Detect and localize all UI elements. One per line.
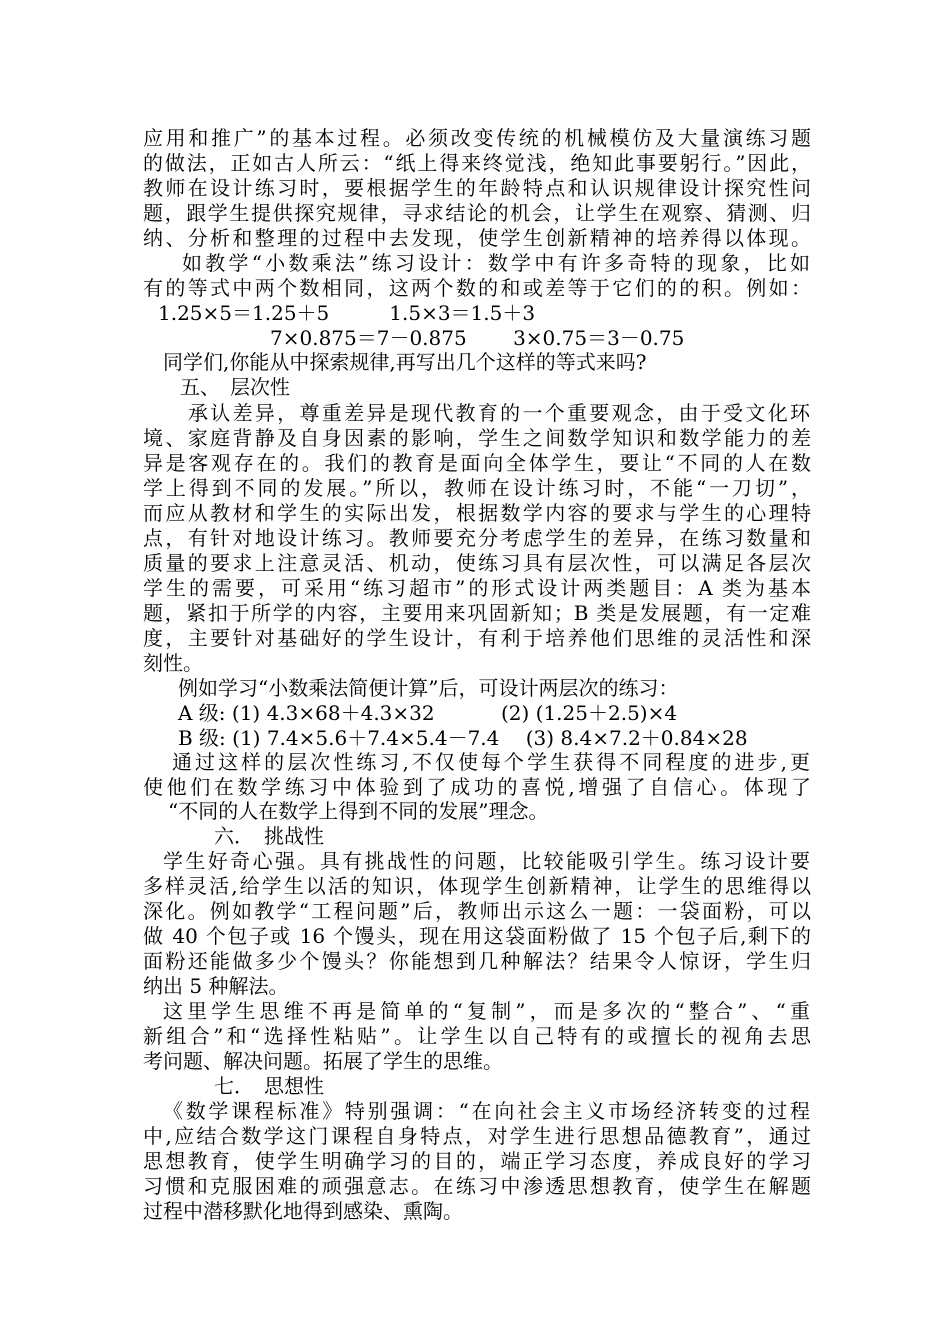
text-line: 新组合”和“选择性粘贴”。让学生以自己特有的或擅长的视角去思 [143,1024,811,1048]
exercise-line-a: A 级: (1) 4.3×68＋4.3×32 (2) (1.25＋2.5)×4 [178,701,678,725]
text-line: 学生的需要，可采用“练习超市”的形式设计两类题目：A 类为基本 [143,576,811,600]
text-line: 境、家庭背静及自身因素的影响，学生之间数学知识和数学能力的差 [143,426,811,450]
text-line: 这里学生思维不再是简单的“复制”，而是多次的“整合”、“重 [163,999,810,1023]
text-line: 中,应结合数学这门课程自身特点，对学生进行思想品德教育”，通过 [143,1124,811,1148]
text-line: 质量的要求上注意灵活、机动，使练习具有层次性，可以满足各层次 [143,551,811,575]
text-line: 题，跟学生提供探究规律，寻求结论的机会，让学生在观察、猜测、归 [143,201,811,225]
section-heading: 七． 思想性 [214,1074,324,1098]
text-line: 的做法，正如古人所云：“纸上得来终觉浅，绝知此事要躬行。”因此， [143,151,811,175]
text-line: 考问题、解决问题。拓展了学生的思维。 [143,1049,503,1073]
text-line: 点，有针对地设计练习。教师要充分考虑学生的差异，在练习数量和 [143,526,811,550]
text-line: 题，紧扣于所学的内容，主要用来巩固新知；B 类是发展题，有一定难 [143,601,811,625]
text-line: 度，主要针对基础好的学生设计，有利于培养他们思维的灵活性和深 [143,626,811,650]
text-line: 通过这样的层次性练习,不仅使每个学生获得不同程度的进步,更 [172,750,810,774]
text-line: 学上得到不同的发展。”所以，教师在设计练习时，不能“一刀切”， [143,476,811,500]
text-line: 有的等式中两个数相同，这两个数的和或差等于它们的的积。例如： [143,276,811,300]
text-line: 深化。例如教学“工程问题”后，教师出示这么一题：一袋面粉，可以 [143,899,811,923]
text-line: 思想教育，使学生明确学习的目的，端正学习态度，养成良好的学习 [143,1149,811,1173]
text-line: 应用和推广”的基本过程。必须改变传统的机械模仿及大量演练习题 [143,126,811,150]
text-line: 纳、分析和整理的过程中去发现，使学生创新精神的培养得以体现。 [143,226,811,250]
text-line: 如教学“小数乘法”练习设计：数学中有许多奇特的现象，比如 [182,251,810,275]
text-line: 例如学习“小数乘法简便计算”后，可设计两层次的练习： [178,676,679,700]
text-line: 刻性。 [143,651,203,675]
text-line: 而应从教材和学生的实际出发，根据数学内容的要求与学生的心理特 [143,501,811,525]
exercise-line-b: B 级: (1) 7.4×5.6＋7.4×5.4－7.4 (3) 8.4×7.2＋0.84×28 [178,726,748,750]
text-line: 教师在设计练习时，要根据学生的年龄特点和认识规律设计探究性问 [143,176,811,200]
equation-line: 1.25×5＝1.25＋5 1.5×3＝1.5＋3 [158,301,536,325]
text-line: 《数学课程标准》特别强调：“在向社会主义市场经济转变的过程 [163,1099,810,1123]
text-line: 学生好奇心强。具有挑战性的问题，比较能吸引学生。练习设计要 [163,849,810,873]
text-line: 过程中潜移默化地得到感染、熏陶。 [143,1199,463,1223]
section-heading: 六． 挑战性 [214,824,324,848]
text-line: 习惯和克服困难的顽强意志。在练习中渗透思想教育，使学生在解题 [143,1174,811,1198]
equation-line: 7×0.875＝7－0.875 3×0.75＝3－0.75 [270,326,685,350]
text-line: 多样灵活,给学生以活的知识，体现学生创新精神，让学生的思维得以 [143,874,811,898]
text-line: 异是客观存在的。我们的教育是面向全体学生，要让“不同的人在数 [143,451,811,475]
text-line: “不同的人在数学上得到不同的发展”理念。 [168,799,549,823]
text-line: 同学们,你能从中探索规律,再写出几个这样的等式来吗? [163,350,647,374]
text-line: 使他们在数学练习中体验到了成功的喜悦,增强了自信心。体现了 [143,775,811,799]
text-line: 承认差异，尊重差异是现代教育的一个重要观念，由于受文化环 [188,401,810,425]
text-line: 做 40 个包子或 16 个馒头，现在用这袋面粉做了 15 个包子后,剩下的 [143,924,811,948]
text-line: 面粉还能做多少个馒头？你能想到几种解法？结果令人惊讶，学生归 [143,949,811,973]
text-line: 纳出 5 种解法。 [143,974,289,998]
section-heading: 五、 层次性 [180,375,290,399]
